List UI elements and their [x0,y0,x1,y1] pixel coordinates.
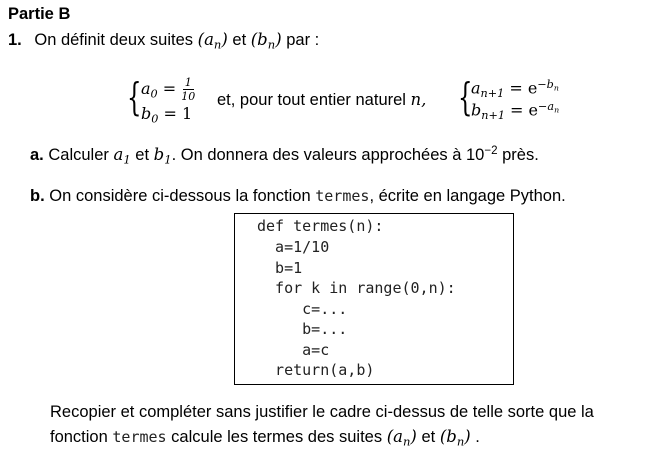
sequence-b: $(b_n)$ [250,30,282,52]
function-name: termes [112,428,167,446]
par-word: par : [286,31,320,49]
question-a: a. Calculer $a_1$ et $b_1$. On donnera des valeurs approchées à $10^{-2}$ près. [30,145,539,167]
recurrence-b: $b_{n+1} = e^{-a_n}$ [471,100,560,122]
initial-b0: $b_0 = 1$ [141,104,193,126]
function-name: termes [315,187,370,205]
instruction-line-1: Recopier et compléter sans justifier le cadre ci-dessus de telle sorte que la [50,403,594,421]
code-line: return(a,b) [257,361,375,379]
question-number: 1. [8,31,22,49]
and-word: et [232,31,247,49]
code-line: b=1 [257,259,303,277]
question-1-text: On définit deux suites [34,31,194,49]
instruction-line-2: fonction termes calcule les termes des suites $(a_n)$ et $(b_n)$ . [50,427,480,449]
recurrence-a: $a_{n+1} = e^{-b_n}$ [471,78,559,100]
section-title: Partie B [8,5,71,23]
question-1 [8,30,319,51]
fraction-one-tenth: $\frac{1}{10}$ [181,76,196,103]
sequence-a: $(a_n)$ [197,30,228,52]
code-line: a=c [257,341,330,359]
code-line: def termes(n): [257,217,384,235]
recurrence-intro: et, pour tout entier naturel n, [217,90,427,109]
code-line: for k in range(0,n): [257,279,456,297]
question-b: b. On considère ci-dessous la fonction termes, écrite en langage Python. [30,187,566,205]
initial-a0: $a_0$ = $\frac{1}{10}$ [141,76,196,103]
left-brace-2: { [458,75,473,119]
left-brace-1: { [127,75,142,119]
code-line: b=... [257,320,348,338]
code-line: a=1/10 [257,238,330,256]
code-line: c=... [257,300,348,318]
code-box [234,213,514,385]
